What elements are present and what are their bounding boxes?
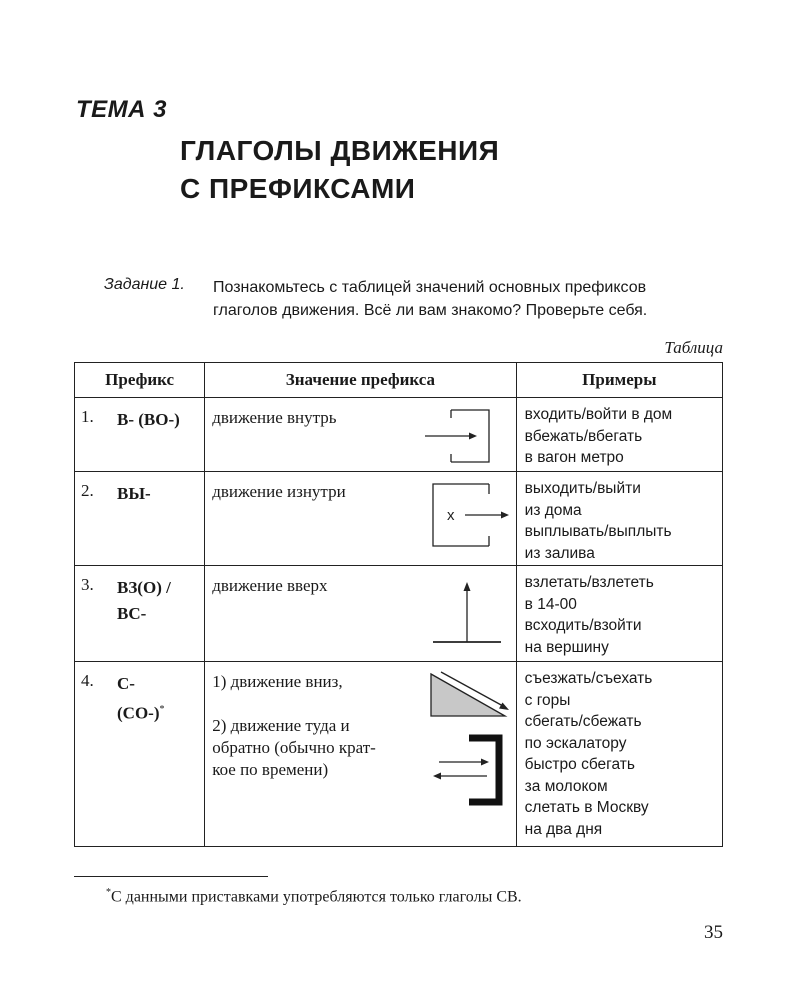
prefix-cell <box>75 472 205 566</box>
prefix-line: ВЫ- <box>117 484 151 503</box>
topic-label: ТЕМА 3 <box>76 96 168 123</box>
page-title <box>180 132 499 208</box>
row-number: 2. <box>81 481 94 500</box>
example-line: в вагон метро <box>524 449 624 466</box>
example-line: выходить/выйти <box>524 480 641 497</box>
meaning-line: 2) движение туда и <box>212 716 350 735</box>
example-line: за молоком <box>524 777 608 795</box>
meaning-line: движение внутрь <box>212 408 337 427</box>
example-line: на два дня <box>524 820 603 838</box>
prefix-line: ВС- <box>117 604 147 623</box>
meaning-cell <box>205 472 516 566</box>
prefix-value <box>117 575 171 627</box>
meaning-text <box>212 671 376 781</box>
prefix-value <box>117 671 164 727</box>
example-line: быстро сбегать <box>524 756 635 773</box>
example-line: съезжать/съехать <box>524 670 653 687</box>
table-row <box>75 472 723 566</box>
table-caption: Таблица <box>664 338 723 357</box>
footnote <box>106 887 522 906</box>
meaning-line: движение вверх <box>212 576 328 595</box>
example-line: всходить/взойти <box>524 617 642 634</box>
footnote-mark: * <box>106 887 111 898</box>
meaning-line <box>212 693 376 715</box>
example-line: в 14-00 <box>524 595 577 613</box>
row-number: 4. <box>81 671 94 690</box>
prefix-cell <box>75 662 205 847</box>
prefix-value <box>117 407 180 433</box>
slope-down-icon <box>427 670 513 722</box>
page-title-line: С ПРЕФИКСАМИ <box>180 173 416 204</box>
x-mark: x <box>447 507 455 524</box>
example-line: входить/войти в дом <box>524 406 673 423</box>
footnote-divider <box>74 876 268 877</box>
examples-cell <box>516 566 722 662</box>
page-number: 35 <box>704 922 723 943</box>
task-text <box>213 276 733 322</box>
table-header-row <box>75 363 723 398</box>
meaning-line: 1) движение вниз, <box>212 672 343 691</box>
arrow-up-icon <box>427 574 507 650</box>
column-header-meaning: Значение префикса <box>205 363 516 398</box>
meaning-cell <box>205 662 516 847</box>
prefix-line <box>117 697 164 727</box>
prefix-line-text: (СО-) <box>117 703 160 723</box>
row-number: 3. <box>81 575 94 594</box>
prefix-line: В- (ВО-) <box>117 410 180 429</box>
prefix-line: ВЗ(О) / <box>117 578 171 597</box>
row-number: 1. <box>81 407 94 426</box>
example-line: по эскалатору <box>524 734 627 752</box>
meaning-cell <box>205 566 516 662</box>
column-header-prefix: Префикс <box>75 363 205 398</box>
column-header-examples: Примеры <box>516 363 722 398</box>
example-line: вбежать/вбегать <box>524 427 643 445</box>
example-line: из залива <box>524 544 595 562</box>
table-row <box>75 662 723 847</box>
example-line: выплывать/выплыть <box>524 523 672 540</box>
meaning-cell <box>205 398 516 472</box>
meaning-line: обратно (обычно крат- <box>212 738 376 757</box>
arrow-into-box-icon <box>419 406 499 466</box>
there-and-back-arrows-icon <box>429 734 509 806</box>
prefix-table <box>74 362 723 847</box>
prefix-cell <box>75 398 205 472</box>
example-line: взлетать/взлететь <box>524 574 654 591</box>
example-line: на вершину <box>524 638 609 656</box>
table-row <box>75 566 723 662</box>
task-text-line: глаголов движения. Всё ли вам знакомо? Проверьте себя. <box>213 302 648 319</box>
meaning-line: движение изнутри <box>212 482 346 501</box>
example-line: с горы <box>524 691 571 709</box>
task-label: Задание 1. <box>104 276 185 293</box>
footnote-text: С данными приставками употребляются только глаголы СВ. <box>111 888 522 906</box>
meaning-text <box>212 575 327 597</box>
footnote-mark: * <box>159 704 165 715</box>
prefix-value <box>117 481 151 507</box>
page-title-line: ГЛАГОЛЫ ДВИЖЕНИЯ <box>180 135 500 166</box>
prefix-line: С- <box>117 674 135 693</box>
examples-cell <box>516 472 722 566</box>
example-line: из дома <box>524 501 582 519</box>
meaning-line: кое по времени) <box>212 760 329 779</box>
prefix-cell <box>75 566 205 662</box>
meaning-text <box>212 481 345 503</box>
arrow-out-of-box-icon <box>429 480 513 552</box>
examples-cell <box>516 662 722 847</box>
meaning-text <box>212 407 336 429</box>
example-line: сбегать/сбежать <box>524 713 642 730</box>
examples-cell <box>516 398 722 472</box>
task-text-line: Познакомьтесь с таблицей значений основных префиксов <box>213 279 647 296</box>
table-row <box>75 398 723 472</box>
example-line: слетать в Москву <box>524 799 649 816</box>
